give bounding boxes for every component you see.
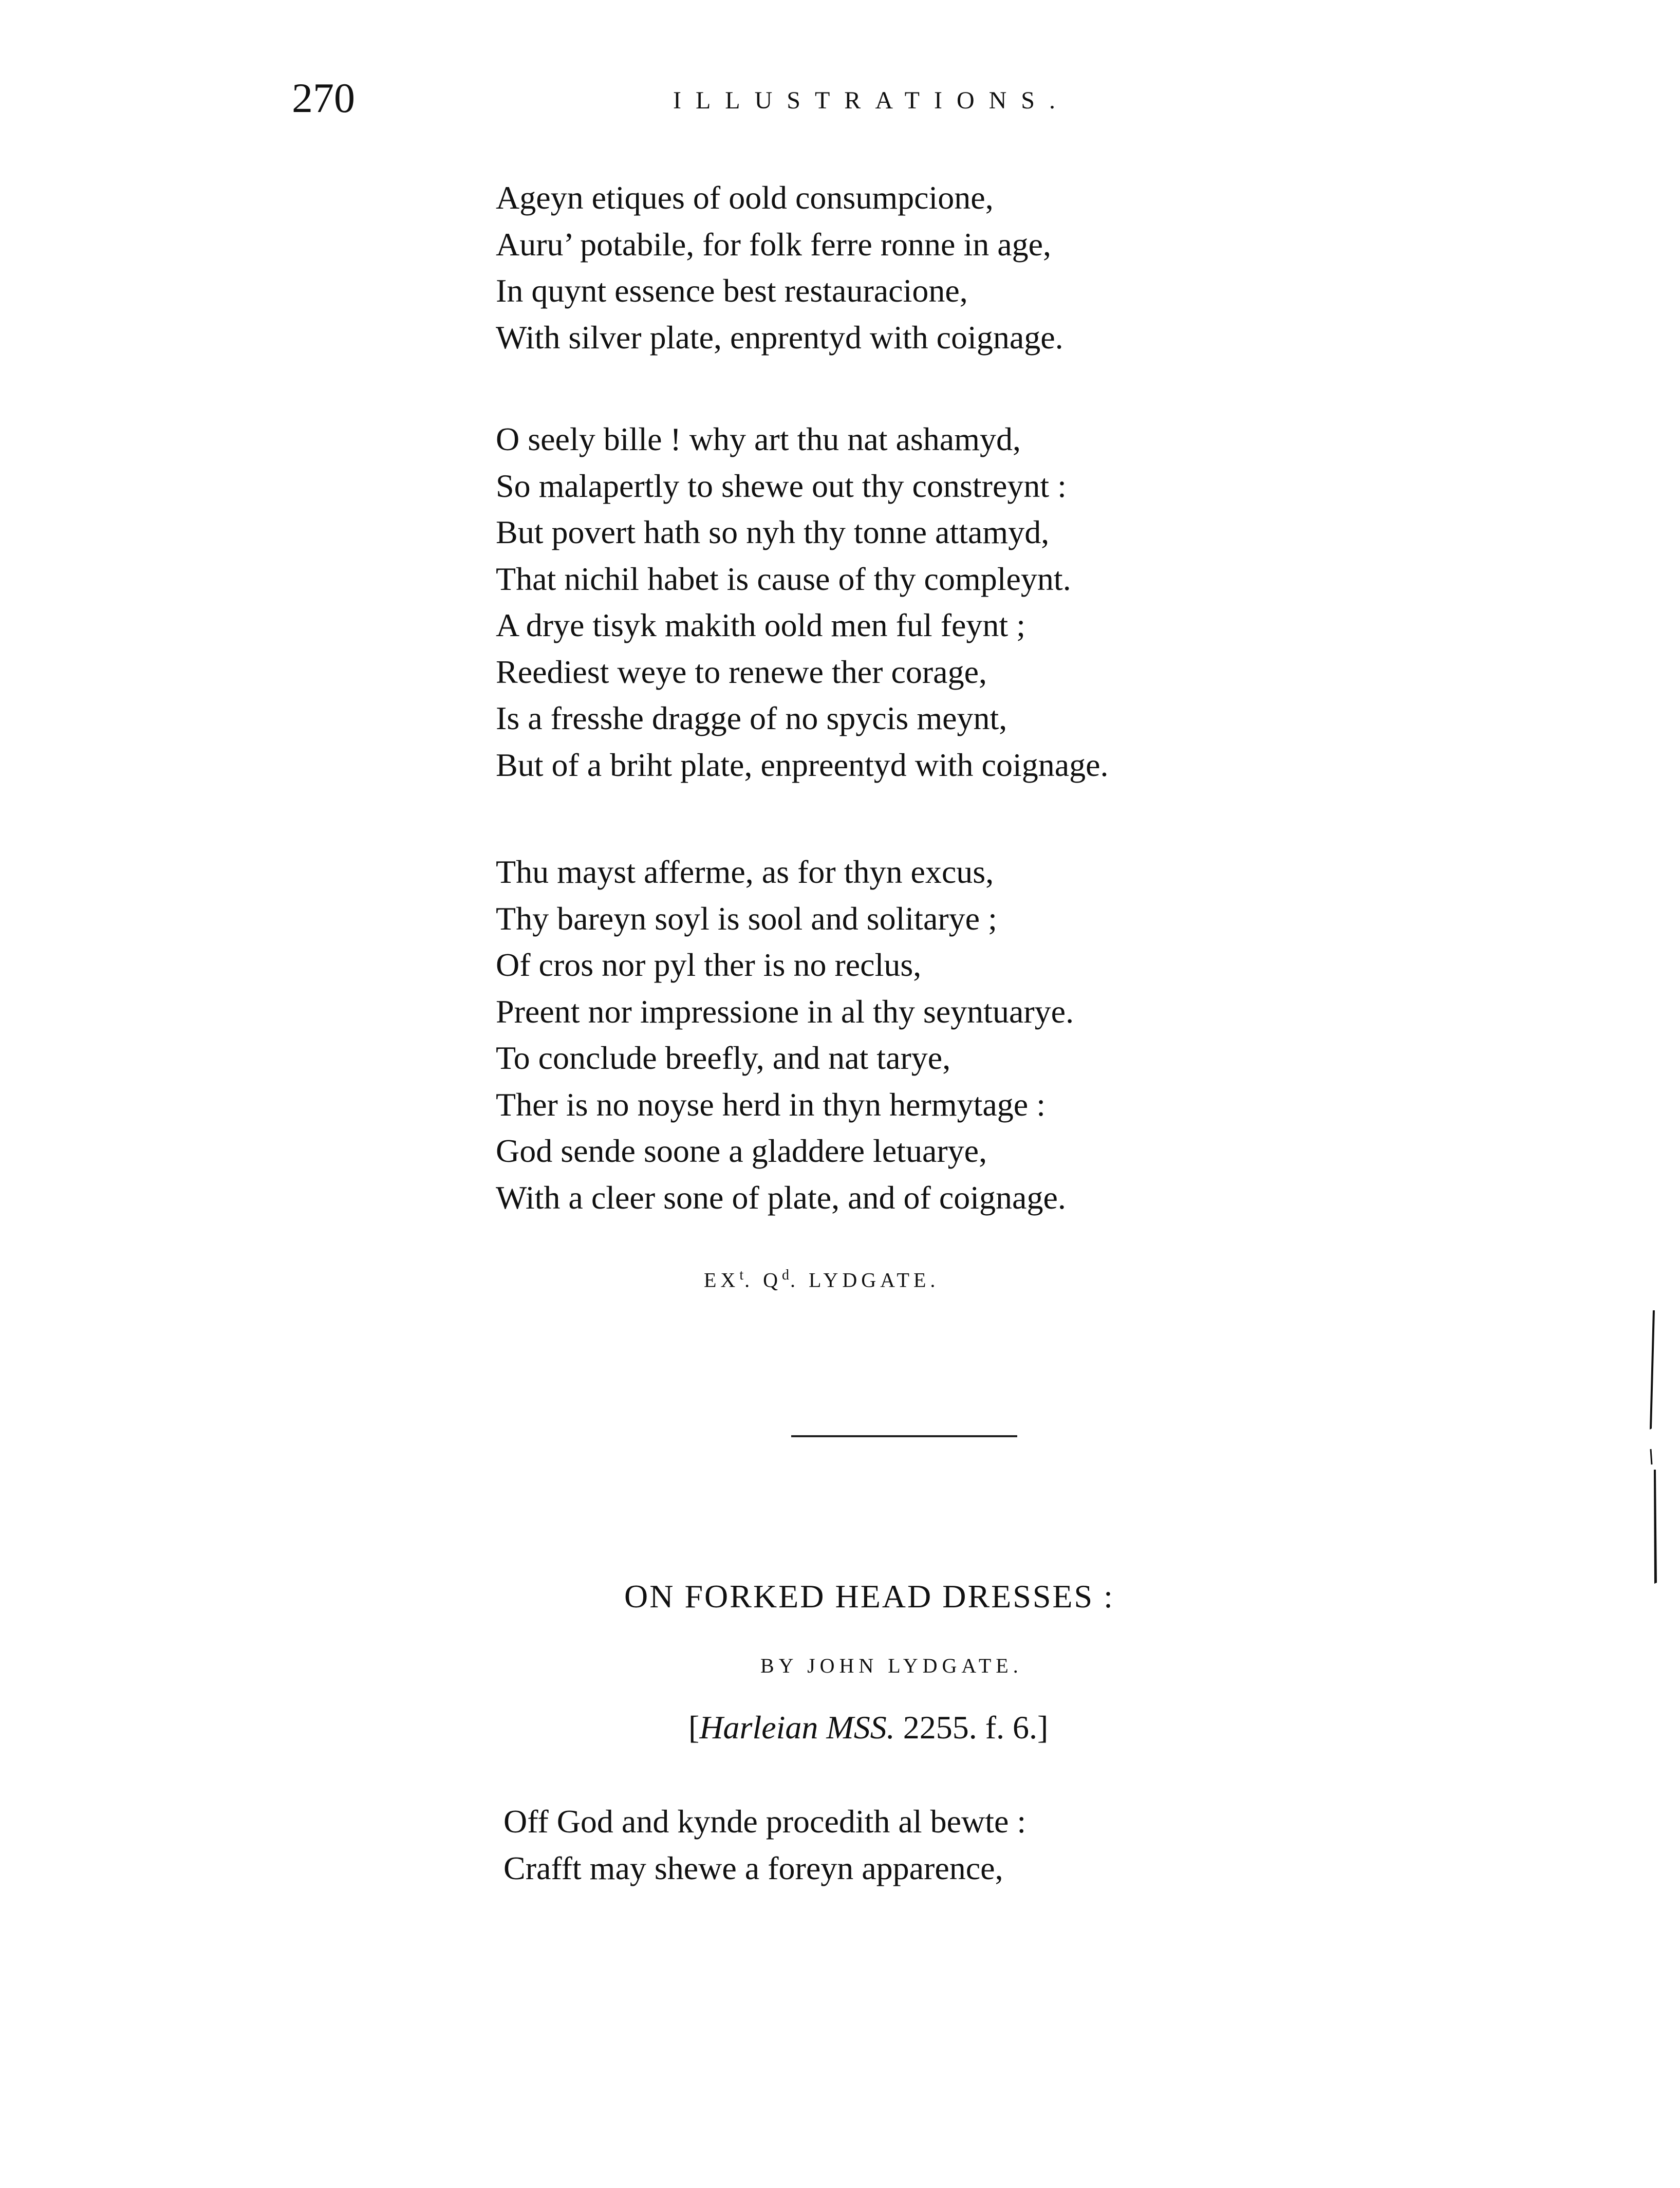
verse-line: In quynt essence best restauracione, — [496, 272, 968, 309]
verse-line: Preent nor impressione in al thy seyntuarye. — [496, 993, 1074, 1030]
explicit-qd: Q — [763, 1268, 782, 1292]
verse-line: Auru’ potabile, for folk ferre ronne in age, — [496, 226, 1052, 263]
verse-line: Ageyn etiques of oold consumpcione, — [496, 179, 994, 216]
poem-stanza — [496, 175, 1063, 361]
verse-line: But povert hath so nyh thy tonne attamyd, — [496, 514, 1050, 550]
verse-line: Thy bareyn soyl is sool and solitarye ; — [496, 900, 997, 937]
explicit-ex: EX — [704, 1268, 740, 1292]
verse-line: Ther is no noyse herd in thyn hermytage : — [496, 1086, 1046, 1123]
verse-line: O seely bille ! why art thu nat ashamyd, — [496, 421, 1021, 457]
poem-stanza — [496, 849, 1074, 1221]
page-number: 270 — [292, 75, 355, 121]
verse-line: So malapertly to shewe out thy constreynt : — [496, 467, 1067, 504]
verse-line: Is a fresshe dragge of no spycis meynt, — [496, 700, 1007, 736]
verse-line: Off God and kynde procedith al bewte : — [503, 1803, 1026, 1840]
section-divider — [791, 1435, 1017, 1437]
scan-margin-mark — [1641, 1310, 1662, 1588]
explicit-author: LYDGATE. — [809, 1268, 940, 1292]
explicit-attribution: $EX^t$. $Q^d$. LYDGATE. — [704, 1267, 940, 1292]
verse-line: To conclude breefly, and nat tarye, — [496, 1040, 951, 1076]
verse-line: With silver plate, enprentyd with coignage. — [496, 319, 1063, 356]
source-open-bracket: [ — [688, 1709, 700, 1746]
poem-title: ON FORKED HEAD DRESSES : — [624, 1578, 1114, 1615]
explicit-ex-superscript: t — [739, 1267, 745, 1283]
verse-line: That nichil habet is cause of thy compleynt. — [496, 560, 1071, 597]
verse-line: But of a briht plate, enpreentyd with coignage. — [496, 746, 1109, 783]
explicit-qd-superscript: d — [782, 1267, 790, 1283]
poem-stanza — [496, 416, 1109, 788]
source-close-bracket: ] — [1037, 1709, 1049, 1746]
verse-line: Crafft may shewe a foreyn apparence, — [503, 1849, 1003, 1886]
poem-stanza — [503, 1798, 1026, 1892]
verse-line: Reediest weye to renewe ther corage, — [496, 653, 987, 690]
verse-line: With a cleer sone of plate, and of coignage. — [496, 1179, 1066, 1216]
verse-line: A drye tisyk makith oold men ful feynt ; — [496, 607, 1025, 643]
manuscript-source — [688, 1711, 1048, 1744]
verse-line: Thu mayst afferme, as for thyn excus, — [496, 854, 994, 890]
verse-line: Of cros nor pyl ther is no reclus, — [496, 947, 922, 983]
source-reference: 2255. f. 6. — [894, 1709, 1038, 1746]
source-collection: Harleian MSS. — [699, 1709, 895, 1746]
poem-byline: BY JOHN LYDGATE. — [760, 1654, 1023, 1677]
verse-line: God sende soone a gladdere letuarye, — [496, 1133, 987, 1169]
running-head: ILLUSTRATIONS. — [673, 87, 1070, 114]
